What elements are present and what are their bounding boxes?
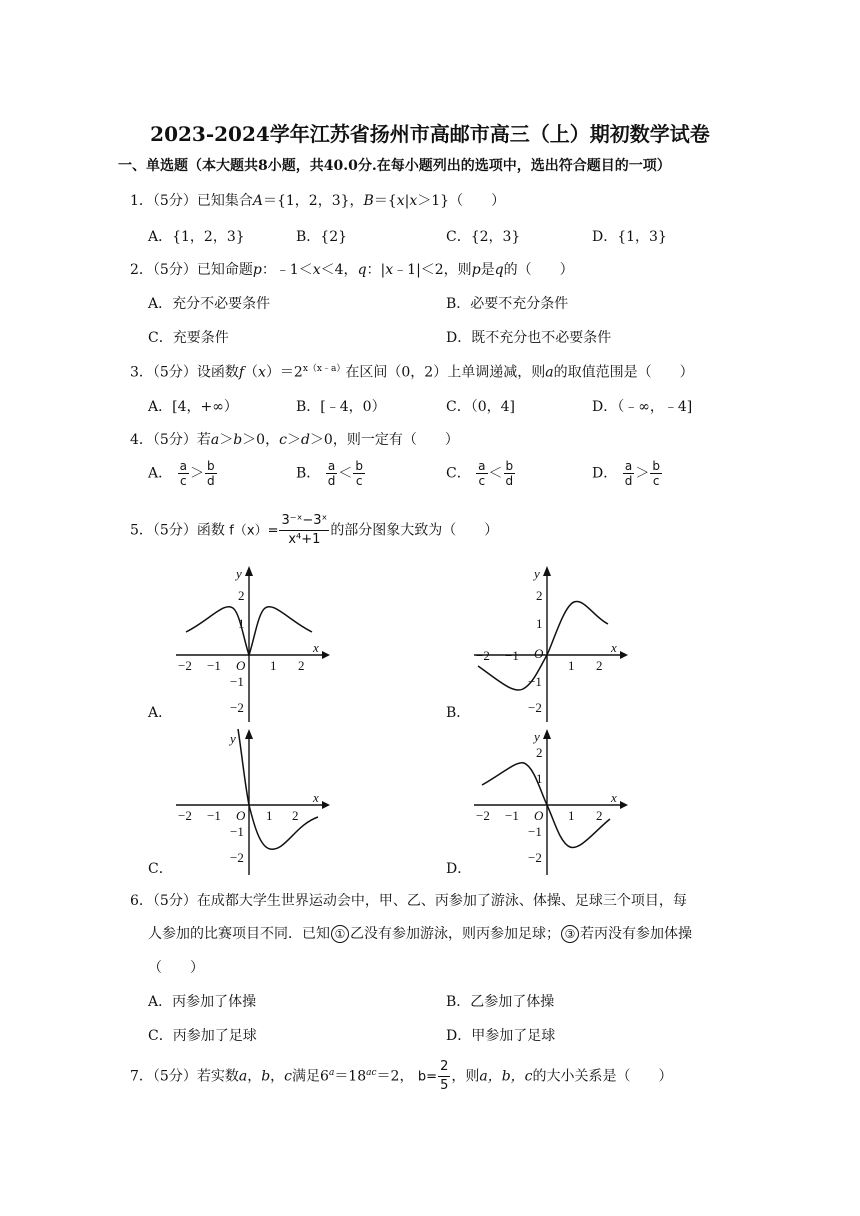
q1-option-b: B．{2} — [296, 229, 348, 245]
svg-text:−2: −2 — [178, 658, 192, 673]
svg-text:−2: −2 — [476, 808, 490, 823]
q5-option-a: A． — [148, 705, 173, 721]
svg-text:2: 2 — [536, 588, 543, 603]
q3-option-d: D．（﹣∞，﹣4] — [592, 399, 693, 415]
q5-option-c: C． — [148, 861, 173, 877]
svg-text:y: y — [534, 729, 540, 744]
question-6-line-2: 人参加的比赛项目不同．已知 ① 乙没有参加游泳，则丙参加足球； ③ 若丙没有参加体操 — [148, 926, 692, 942]
q6-option-d: D．甲参加了足球 — [446, 1028, 556, 1044]
q1-option-c: C．{2，3} — [446, 229, 521, 245]
svg-text:1: 1 — [270, 658, 277, 673]
svg-text:1: 1 — [536, 616, 543, 631]
q4-option-c: C． $\frac{a}{c}$ ＜ $\frac{b}{d}$ — [446, 459, 514, 488]
svg-text:x: x — [611, 790, 617, 805]
svg-text:O: O — [236, 658, 246, 673]
svg-text:2: 2 — [536, 745, 543, 760]
svg-text:1: 1 — [266, 808, 273, 823]
q1-option-d: D．{1，3} — [592, 229, 667, 245]
question-7: 7．（5分）若实数a，b，c满足$6^a=18^{ac}=2$， b= $\frac{2}{5}$ ，则a，b，c的大小关系是（ ） — [130, 1059, 673, 1093]
page-title: 2023-2024学年江苏省扬州市高邮市高三（上）期初数学试卷 — [150, 122, 710, 146]
svg-text:2: 2 — [596, 808, 603, 823]
q3-option-b: B．[﹣4，0） — [296, 399, 386, 415]
svg-text:2: 2 — [596, 658, 603, 673]
question-1: 1．（5分）已知集合A＝{1，2，3}，B＝{x|x＞1}（ ） — [130, 193, 506, 209]
svg-text:1: 1 — [568, 658, 575, 673]
svg-text:−1: −1 — [230, 674, 244, 689]
section-heading: 一、单选题（本大题共8小题，共40.0分.在每小题列出的选项中，选出符合题目的一项） — [118, 158, 671, 174]
svg-text:x: x — [313, 790, 319, 805]
svg-text:O: O — [534, 808, 544, 823]
svg-text:−2: −2 — [528, 850, 542, 865]
svg-text:y: y — [236, 566, 242, 581]
question-6-line-1: 6．（5分）在成都大学生世界运动会中，甲、乙、丙参加了游泳、体操、足球三个项目，每 — [130, 893, 687, 909]
q6-option-c: C．丙参加了足球 — [148, 1028, 257, 1044]
q4-option-b: B． $\frac{a}{d}$ ＜ $\frac{b}{c}$ — [296, 459, 363, 488]
q4-option-d: D． $\frac{a}{d}$ ＞ $\frac{b}{c}$ — [592, 459, 660, 488]
q5-option-d: D． — [446, 861, 472, 877]
q2-option-b: B．必要不充分条件 — [446, 296, 569, 312]
svg-text:x: x — [611, 640, 617, 655]
svg-text:−1: −1 — [207, 658, 221, 673]
svg-text:−1: −1 — [207, 808, 221, 823]
q2-option-a: A．充分不必要条件 — [148, 296, 271, 312]
question-6-line-3: （ ） — [148, 960, 204, 976]
svg-text:x: x — [313, 640, 319, 655]
q5-option-b: B． — [446, 705, 471, 721]
svg-text:O: O — [534, 646, 544, 661]
q2-option-d: D．既不充分也不必要条件 — [446, 330, 612, 346]
question-4: 4．（5分）若a＞b＞0，c＞d＞0，则一定有（ ） — [130, 432, 459, 448]
svg-text:2: 2 — [298, 658, 305, 673]
graph-a — [170, 562, 330, 722]
svg-text:−2: −2 — [178, 808, 192, 823]
curve-c — [238, 729, 318, 849]
graph-b — [468, 562, 628, 722]
svg-text:1: 1 — [238, 616, 245, 631]
svg-text:−1: −1 — [528, 674, 542, 689]
graph-c — [170, 725, 330, 875]
question-5: 5．（5分）函数 f（x）= $\frac{\text{3⁻ˣ−3ˣ}}{\text{x⁴+1}}$ 的部分图象大致为（ ） — [130, 513, 499, 547]
question-3: 3．（5分）设函数$f(x)=2^{x(x﹣a)}$在区间（0，2）上单调递减，则a的取值范围是（ ） — [130, 364, 694, 381]
q3-option-c: C．（0，4] — [446, 399, 515, 415]
q4-option-a: A． $\frac{a}{c}$ ＞ $\frac{b}{d}$ — [148, 459, 215, 488]
graph-d — [468, 725, 628, 875]
svg-text:−1: −1 — [230, 824, 244, 839]
svg-text:y: y — [534, 566, 540, 581]
svg-text:−2: −2 — [230, 850, 244, 865]
q6-option-b: B．乙参加了体操 — [446, 994, 555, 1010]
svg-text:−2: −2 — [476, 648, 490, 663]
question-2: 2．（5分）已知命题p：﹣1＜x＜4，q：|x﹣1|＜2，则p是q的（ ） — [130, 262, 574, 278]
svg-text:y: y — [230, 731, 236, 746]
svg-text:2: 2 — [292, 808, 299, 823]
svg-text:−1: −1 — [505, 648, 519, 663]
svg-text:2: 2 — [238, 588, 245, 603]
svg-text:1: 1 — [568, 808, 575, 823]
q6-option-a: A．丙参加了体操 — [148, 994, 257, 1010]
svg-text:−1: −1 — [528, 824, 542, 839]
q3-option-a: A．[4，+∞） — [148, 399, 238, 415]
svg-text:−2: −2 — [528, 700, 542, 715]
q1-option-a: A．{1，2，3} — [148, 229, 245, 245]
q2-option-c: C．充要条件 — [148, 330, 229, 346]
svg-text:−2: −2 — [230, 700, 244, 715]
svg-text:1: 1 — [536, 771, 543, 786]
svg-text:O: O — [236, 808, 246, 823]
svg-text:−1: −1 — [505, 808, 519, 823]
